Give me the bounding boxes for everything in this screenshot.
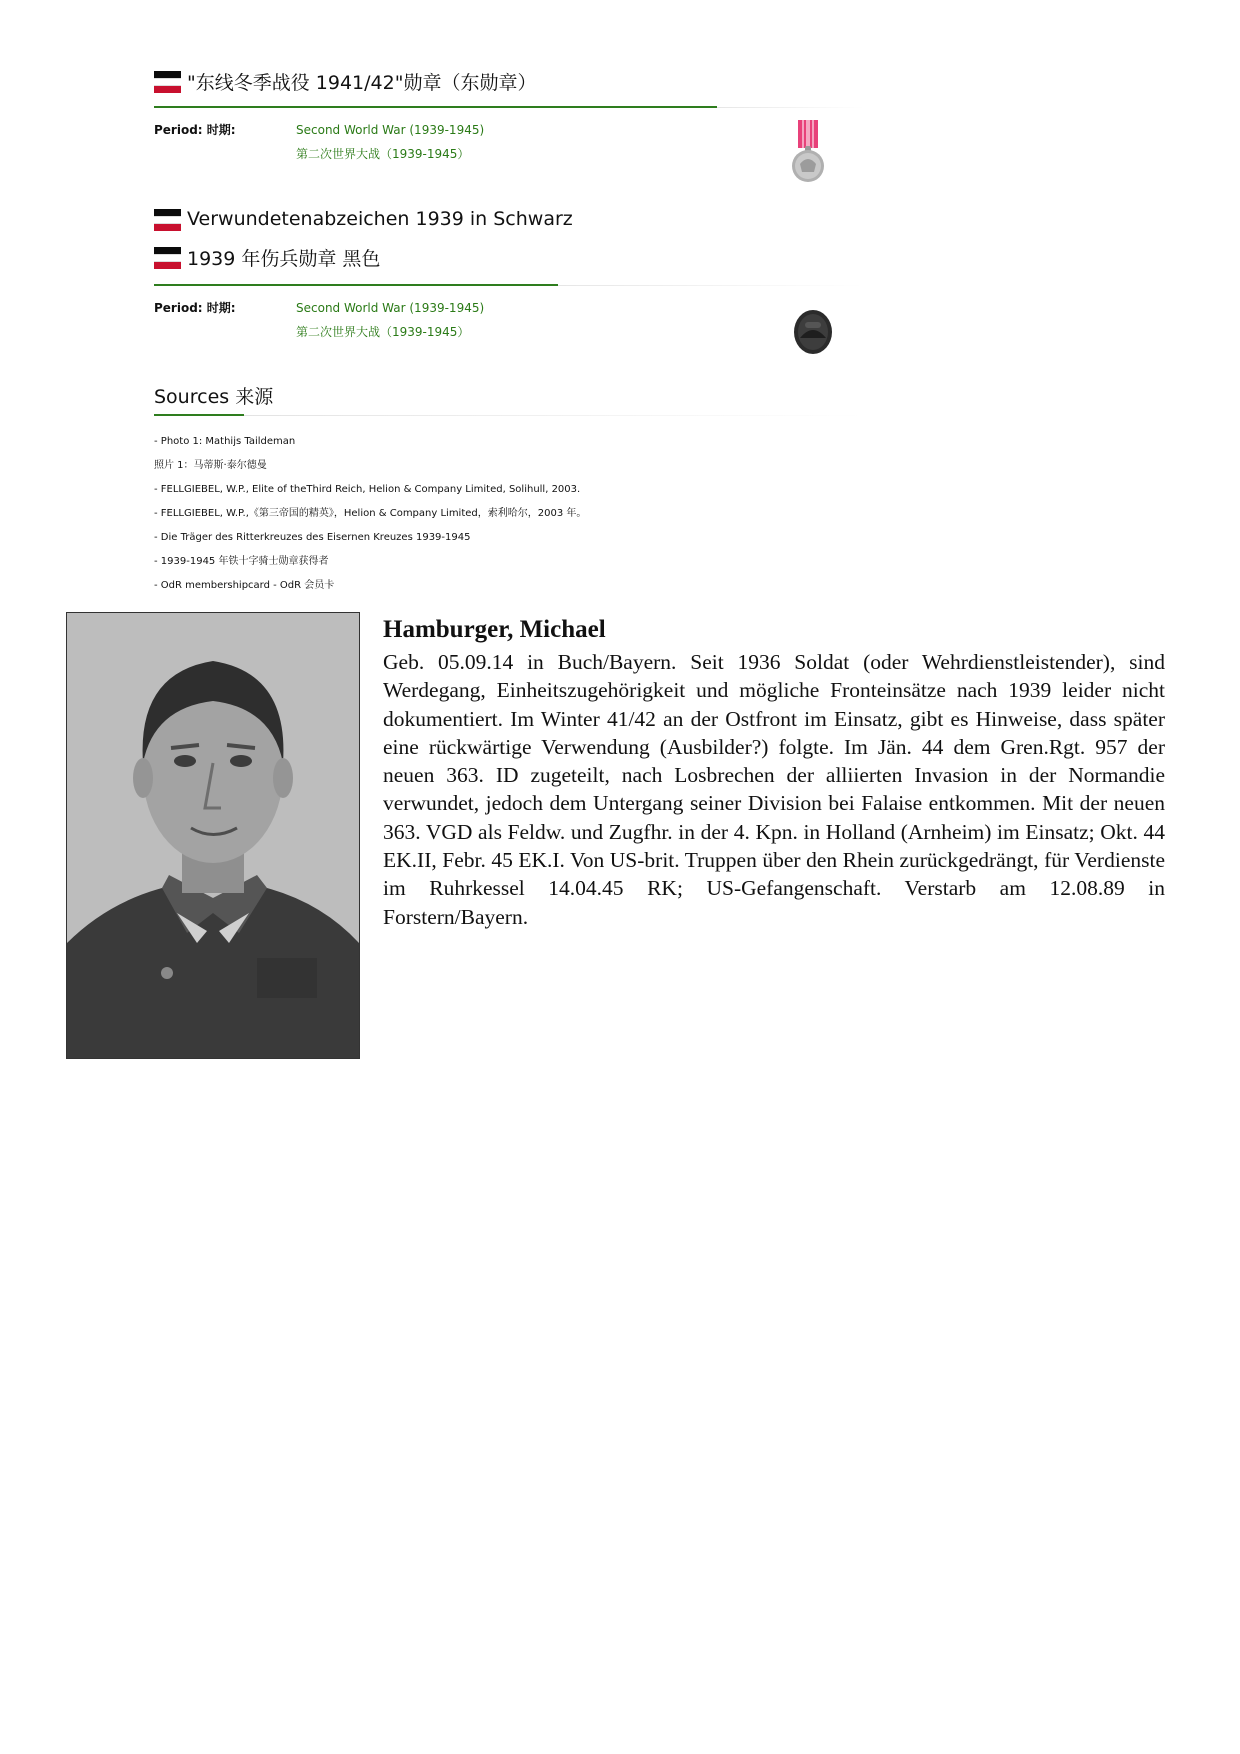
sources-divider-fade [244, 415, 864, 416]
bio-text: Geb. 05.09.14 in Buch/Bayern. Seit 1936 Soldat (oder Wehrdienstleistender), sind Werdegang, Einheitszugehörigkeit und mögliche Fronteinsätze nach 1939 leider nicht dokumentiert. Im Winter 41/42 an der Ostfront im Einsatz, gibt es Hinweise, dass später eine rückwärtige Verwendung (Ausbilder?) folgte. Im Jän. 44 dem Gren.Rgt. 957 der neuen 363. ID zugeteilt, nach Losbrechen der alliierten Invasion in der Normandie verwundet, jedoch dem Untergang seiner Division bei Falaise entkommen. Mit der neuen 363. VGD als Feldw. und Zugfhr. in der 4. Kpn. in Holland (Arnheim) im Einsatz; Okt. 44 EK.II, Febr. 45 EK.I. Von US-brit. Truppen über den Rhein zurückgedrängt, für Verdienste im Ruhrkessel 14.04.45 RK; US-Gefangenschaft. Verstarb am 12.08.89 in Forstern/Bayern. [383, 650, 1165, 929]
award-title-text-zh: 1939 年伤兵勋章 黑色 [187, 247, 381, 270]
sources-divider [154, 414, 244, 416]
imperial-flag-icon [154, 71, 181, 92]
section-divider [154, 284, 558, 286]
source-item: - FELLGIEBEL, W.P.,《第三帝国的精英》，Helion & Company Limited，索利哈尔，2003 年。 [154, 508, 587, 519]
biography [383, 612, 1165, 931]
award-title [154, 204, 864, 234]
source-item: - Photo 1: Mathijs Taildeman [154, 436, 296, 447]
period-value-en: Second World War (1939-1945) [296, 301, 485, 315]
source-item: - OdR membershipcard - OdR 会员卡 [154, 580, 335, 591]
award-title-text: Verwundetenabzeichen 1939 in Schwarz [187, 208, 573, 230]
award-title [154, 66, 864, 96]
source-item: - Die Träger des Ritterkreuzes des Eisernen Kreuzes 1939-1945 [154, 532, 471, 543]
imperial-flag-icon [154, 209, 181, 230]
period-row [154, 296, 484, 344]
period-value-en: Second World War (1939-1945) [296, 123, 485, 137]
section-divider [154, 106, 717, 108]
source-item: - FELLGIEBEL, W.P., Elite of theThird Reich, Helion & Company Limited, Solihull, 2003. [154, 484, 581, 495]
sources-heading: Sources 来源 [154, 386, 274, 408]
section-divider-fade [558, 285, 864, 286]
ostmedaille-medal-icon [790, 120, 826, 188]
portrait-photo [66, 612, 360, 1059]
period-label: Period: 时期: [154, 301, 236, 315]
wound-badge-black-icon [792, 308, 834, 360]
source-item: 照片 1：马蒂斯·泰尔德曼 [154, 460, 267, 471]
period-label: Period: 时期: [154, 123, 236, 137]
award-title-zh [154, 242, 864, 272]
award-section-ostmedaille [154, 66, 864, 161]
award-section-wound-badge [154, 204, 864, 339]
sources-list [154, 430, 586, 598]
award-title-text: "东线冬季战役 1941/42"勋章（东勋章） [187, 71, 537, 94]
period-value-zh: 第二次世界大战（1939-1945） [296, 325, 470, 339]
period-value-zh: 第二次世界大战（1939-1945） [296, 147, 470, 161]
imperial-flag-icon [154, 247, 181, 268]
section-divider-fade [717, 107, 864, 108]
bio-name: Hamburger, Michael [383, 616, 606, 643]
period-row [154, 118, 484, 166]
source-item: - 1939-1945 年铁十字骑士勋章获得者 [154, 556, 329, 567]
